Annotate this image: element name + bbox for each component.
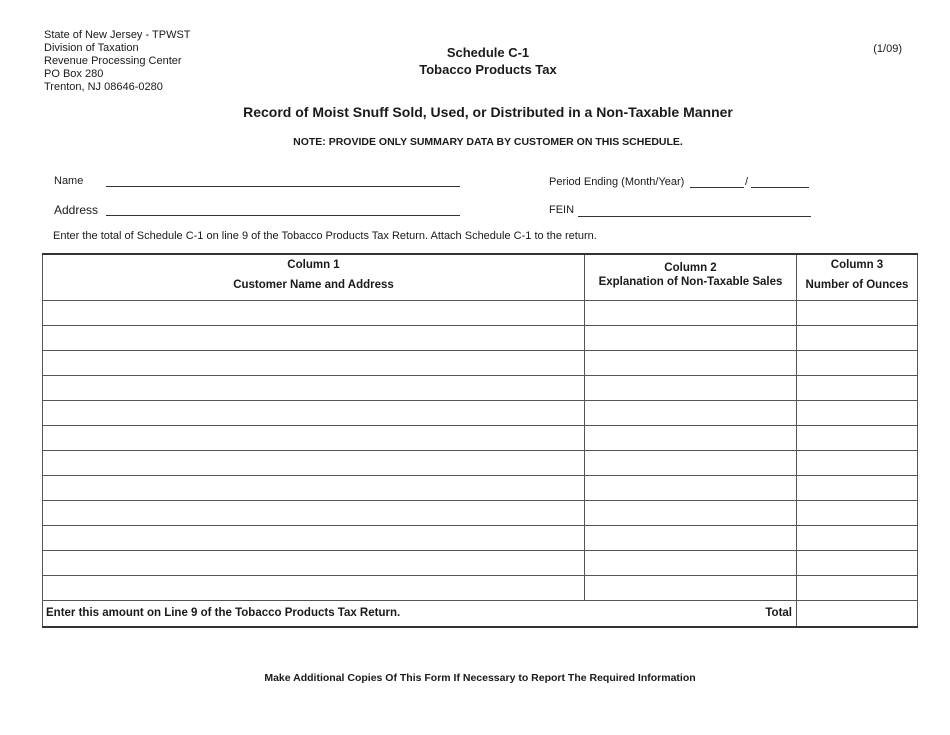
ounces-cell[interactable] <box>797 475 918 500</box>
agency-line: Trenton, NJ 08646-0280 <box>44 81 163 93</box>
table-row <box>43 550 918 575</box>
explanation-cell[interactable] <box>585 475 797 500</box>
explanation-cell[interactable] <box>585 400 797 425</box>
column-3-header <box>797 254 918 300</box>
tax-name: Tobacco Products Tax <box>419 62 557 77</box>
total-ounces-cell[interactable] <box>797 600 918 627</box>
column-3-desc: Number of Ounces <box>805 279 909 291</box>
table-row <box>43 400 918 425</box>
column-1-title: Column 1 <box>287 259 340 271</box>
ounces-cell[interactable] <box>797 575 918 600</box>
table-row <box>43 450 918 475</box>
table-row <box>43 425 918 450</box>
schedule-title: Schedule C-1 <box>446 45 530 60</box>
revision-date: (1/09) <box>873 43 902 55</box>
instruction-text: Enter the total of Schedule C-1 on line 9 of the Tobacco Products Tax Return. Attach Schedule C-1 to the return. <box>53 230 597 242</box>
customer-cell[interactable] <box>43 525 585 550</box>
fein-label: FEIN <box>549 204 575 216</box>
explanation-cell[interactable] <box>585 525 797 550</box>
footer-note: Make Additional Copies Of This Form If Necessary to Report The Required Information <box>264 672 696 684</box>
ounces-cell[interactable] <box>797 375 918 400</box>
column-2-header <box>585 254 797 300</box>
agency-address <box>44 29 191 94</box>
customer-cell[interactable] <box>43 475 585 500</box>
customer-table <box>42 253 918 628</box>
period-separator: / <box>745 176 749 188</box>
column-1-desc: Customer Name and Address <box>233 279 394 291</box>
total-row <box>43 600 918 627</box>
column-1-header <box>43 254 585 300</box>
customer-cell[interactable] <box>43 425 585 450</box>
customer-cell[interactable] <box>43 375 585 400</box>
customer-cell[interactable] <box>43 500 585 525</box>
form-title <box>338 44 638 78</box>
ounces-cell[interactable] <box>797 500 918 525</box>
agency-line: Revenue Processing Center <box>44 55 182 67</box>
ounces-cell[interactable] <box>797 325 918 350</box>
explanation-cell[interactable] <box>585 450 797 475</box>
table-row <box>43 300 918 325</box>
total-label: Total <box>765 607 792 620</box>
customer-cell[interactable] <box>43 300 585 325</box>
table-row <box>43 500 918 525</box>
table-row <box>43 325 918 350</box>
column-2-desc: Explanation of Non-Taxable Sales <box>598 276 783 288</box>
name-label: Name <box>54 175 84 187</box>
form-subtitle: Record of Moist Snuff Sold, Used, or Distributed in a Non-Taxable Manner <box>243 104 733 120</box>
ounces-cell[interactable] <box>797 400 918 425</box>
summary-note: NOTE: PROVIDE ONLY SUMMARY DATA BY CUSTOMER ON THIS SCHEDULE. <box>293 136 683 148</box>
address-label: Address <box>54 203 99 217</box>
table-row <box>43 525 918 550</box>
customer-cell[interactable] <box>43 450 585 475</box>
explanation-cell[interactable] <box>585 325 797 350</box>
explanation-cell[interactable] <box>585 425 797 450</box>
total-instruction-cell <box>43 600 797 627</box>
table-row <box>43 575 918 600</box>
agency-line: Division of Taxation <box>44 42 139 54</box>
total-instruction: Enter this amount on Line 9 of the Tobacco Products Tax Return. <box>46 607 401 620</box>
ounces-cell[interactable] <box>797 550 918 575</box>
table-row <box>43 375 918 400</box>
period-month-field[interactable] <box>690 177 744 188</box>
address-field[interactable] <box>106 205 460 216</box>
table-row <box>43 350 918 375</box>
explanation-cell[interactable] <box>585 575 797 600</box>
column-2-title: Column 2 <box>664 262 717 274</box>
explanation-cell[interactable] <box>585 350 797 375</box>
agency-line: PO Box 280 <box>44 68 104 80</box>
explanation-cell[interactable] <box>585 375 797 400</box>
period-ending-label: Period Ending (Month/Year) <box>549 176 685 188</box>
ounces-cell[interactable] <box>797 525 918 550</box>
table-row <box>43 475 918 500</box>
fein-field[interactable] <box>578 206 811 217</box>
ounces-cell[interactable] <box>797 450 918 475</box>
customer-cell[interactable] <box>43 550 585 575</box>
explanation-cell[interactable] <box>585 550 797 575</box>
explanation-cell[interactable] <box>585 300 797 325</box>
customer-cell[interactable] <box>43 325 585 350</box>
customer-cell[interactable] <box>43 350 585 375</box>
agency-line: State of New Jersey - TPWST <box>44 29 191 41</box>
name-field[interactable] <box>106 176 460 187</box>
customer-cell[interactable] <box>43 400 585 425</box>
column-3-title: Column 3 <box>830 259 884 271</box>
ounces-cell[interactable] <box>797 425 918 450</box>
ounces-cell[interactable] <box>797 350 918 375</box>
explanation-cell[interactable] <box>585 500 797 525</box>
period-year-field[interactable] <box>751 177 809 188</box>
ounces-cell[interactable] <box>797 300 918 325</box>
customer-cell[interactable] <box>43 575 585 600</box>
